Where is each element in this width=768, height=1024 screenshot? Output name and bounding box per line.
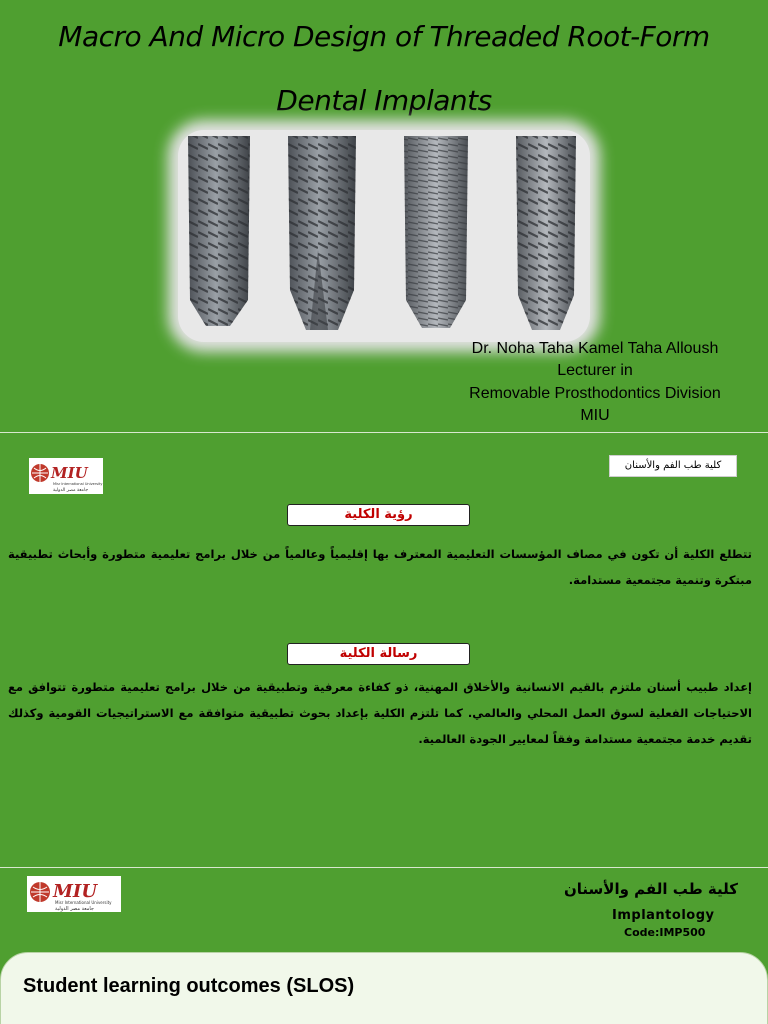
- implant-4: [516, 136, 576, 330]
- logo-subtitle: Misr International University: [55, 900, 112, 905]
- vision-heading: رؤية الكلية: [287, 504, 470, 526]
- mission-text: إعداد طبيب أسنان ملتزم بالقيم الانسانية والأخلاق المهنية، ذو كفاءة معرفية وتطبيقية من خلال برامج تعليمية متطورة تتوافق مع الاحتياجات الفعلية لسوق العمل المحلي والعالمي. كما تلتزم الكلية بإعداد بحوث تطبيقية متوافقة مع الاستراتيجيات القومية وكذلك تقديم خدمة مجتمعية مستدامة وفقاً لمعايير الجودة العالمية.: [8, 680, 752, 746]
- author-role: Lecturer in: [557, 362, 633, 379]
- slide-title-line2: Dental Implants: [276, 84, 492, 117]
- logo-text: MIU: [51, 464, 88, 482]
- slo-slide: [0, 868, 768, 1024]
- implant-3: [404, 136, 468, 328]
- miu-logo: [29, 458, 103, 494]
- course-code: Code:IMP500: [624, 926, 706, 939]
- author-institution: MIU: [580, 407, 610, 424]
- course-name: Implantology: [612, 908, 715, 923]
- college-label: كلية طب الفم والأسنان: [609, 455, 737, 477]
- implant-2: [288, 136, 356, 330]
- logo-arabic: جامعة مصر الدولية: [55, 906, 95, 912]
- logo-subtitle: Misr International University: [53, 482, 103, 486]
- slo-heading: Student learning outcomes (SLOS): [23, 975, 355, 997]
- implant-1: [188, 136, 250, 326]
- author-division: Removable Prosthodontics Division: [469, 385, 721, 402]
- college-label-arabic: كلية طب الفم والأسنان: [563, 880, 738, 898]
- logo-text: MIU: [53, 881, 98, 902]
- logo-arabic: جامعة مصر الدولية: [53, 488, 89, 493]
- dental-implants-image: [178, 130, 590, 342]
- vision-mission-slide: [0, 433, 768, 867]
- author-name: Dr. Noha Taha Kamel Taha Alloush: [471, 340, 719, 357]
- vision-text: تتطلع الكلية أن تكون في مصاف المؤسسات التعليمية المعترف بها إقليمياً وعالمياً من خلال برامج تعليمية متطورة وأبحاث تطبيقية مبتكرة وتنمية مجتمعية مستدامة.: [8, 547, 752, 587]
- content-panel: [0, 952, 768, 1024]
- mission-heading: رسالة الكلية: [287, 643, 470, 665]
- slide-title-line1: Macro And Micro Design of Threaded Root-Form: [58, 20, 710, 53]
- title-slide: [0, 0, 768, 432]
- miu-logo: [27, 876, 121, 912]
